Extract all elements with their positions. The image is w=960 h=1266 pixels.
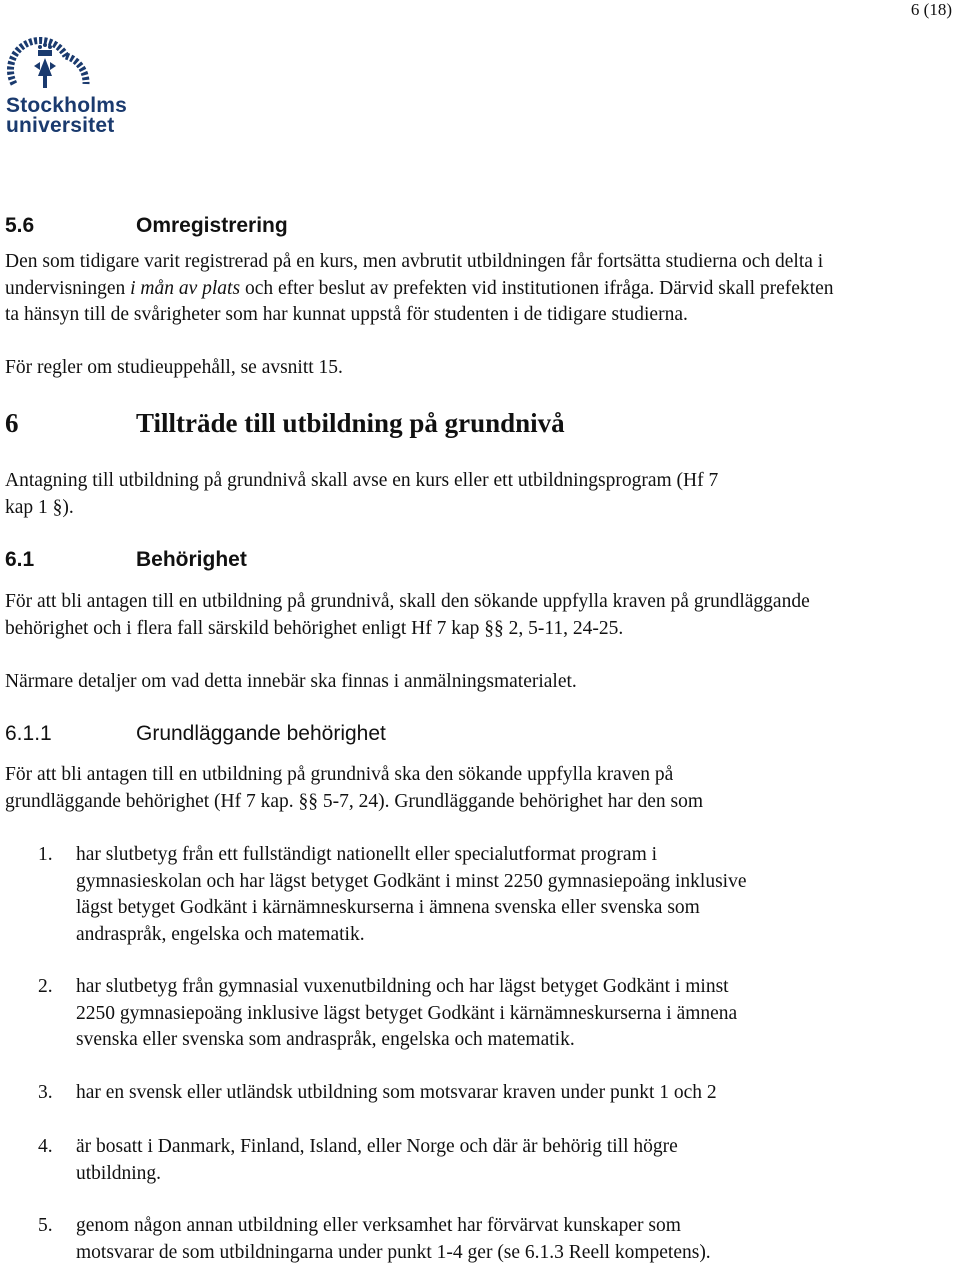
university-seal-icon (4, 36, 128, 96)
paragraph-studieuppehall: För regler om studieuppehåll, se avsnitt 15. (5, 357, 343, 378)
page-number: 6 (18) (910, 0, 952, 19)
university-logo (4, 36, 128, 140)
section-title-behorighet: Behörighet (136, 548, 247, 571)
section-title-omregistrering: Omregistrering (136, 214, 288, 237)
chapter-title: Tillträde till utbildning på grundnivå (136, 408, 565, 438)
list-item-number: 3. (38, 1082, 53, 1103)
paragraph-part-a: Den som tidigare varit registrerad på en kurs, men avbrutit utbildningen får fortsätta studierna och delta i undervisningen (5, 251, 824, 299)
list-item-number: 2. (38, 976, 53, 997)
section-number-5-6: 5.6 (5, 214, 35, 237)
paragraph-behorighet: För att bli antagen till en utbildning på grundnivå, skall den sökande uppfylla kraven på grundläggande behörighet och i flera fall särskild behörighet enligt Hf 7 kap §§ 2, 5-11, 24-25. (5, 591, 810, 639)
logo-wordmark (6, 96, 127, 136)
list-item-text: har slutbetyg från ett fullständigt nationellt eller specialutformat program i gymnasieskolan och har lägst betyget Godkänt i minst 2250 gymnasiepoäng inklusive lägst betyget Godkänt i kärnämneskurserna i ämnena svenska eller svenska som andraspråk, engelska och matematik. (76, 844, 747, 945)
list-item-text: genom någon annan utbildning eller verksamhet har förvärvat kunskaper som motsvarar de som utbildningarna under punkt 1-4 ger (se 6.1.3 Reell kompetens). (76, 1215, 711, 1263)
section-title-grundlaggande: Grundläggande behörighet (136, 722, 386, 745)
paragraph-italic: i mån av plats (130, 277, 241, 299)
list-item-number: 4. (38, 1136, 53, 1157)
paragraph-grundlaggande: För att bli antagen till en utbildning på grundnivå ska den sökande uppfylla kraven på grundläggande behörighet (Hf 7 kap. §§ 5-7, 24). Grundläggande behörighet har den som (5, 764, 704, 812)
list-item-number: 5. (38, 1215, 53, 1236)
logo-line-1: Stockholms (6, 94, 128, 117)
list-item-number: 1. (38, 844, 53, 865)
list-item-text: har en svensk eller utländsk utbildning som motsvarar kraven under punkt 1 och 2 (76, 1082, 717, 1103)
paragraph-antagning: Antagning till utbildning på grundnivå skall avse en kurs eller ett utbildningsprogram (Hf 7 kap 1 §). (5, 470, 719, 518)
paragraph-detaljer: Närmare detaljer om vad detta innebär ska finnas i anmälningsmaterialet. (5, 671, 577, 692)
chapter-number-6: 6 (5, 408, 19, 438)
paragraph-omregistrering (5, 249, 960, 329)
logo-line-2: universitet (6, 114, 115, 137)
section-number-6-1-1: 6.1.1 (5, 722, 52, 745)
list-item-text: är bosatt i Danmark, Finland, Island, eller Norge och där är behörig till högre utbildning. (76, 1136, 678, 1184)
list-item-text: har slutbetyg från gymnasial vuxenutbildning och har lägst betyget Godkänt i minst 2250 gymnasiepoäng inklusive lägst betyget Godkänt i kärnämneskurserna i ämnena svenska eller svenska som andraspråk, engelska och matematik. (76, 976, 738, 1050)
paragraph-part-b: och efter beslut av prefekten vid institutionen ifråga. Därvid skall prefekten ta hänsyn till de svårigheter som har kunnat uppstå för studenten i de tidigare studierna. (5, 277, 834, 325)
section-number-6-1: 6.1 (5, 548, 35, 571)
